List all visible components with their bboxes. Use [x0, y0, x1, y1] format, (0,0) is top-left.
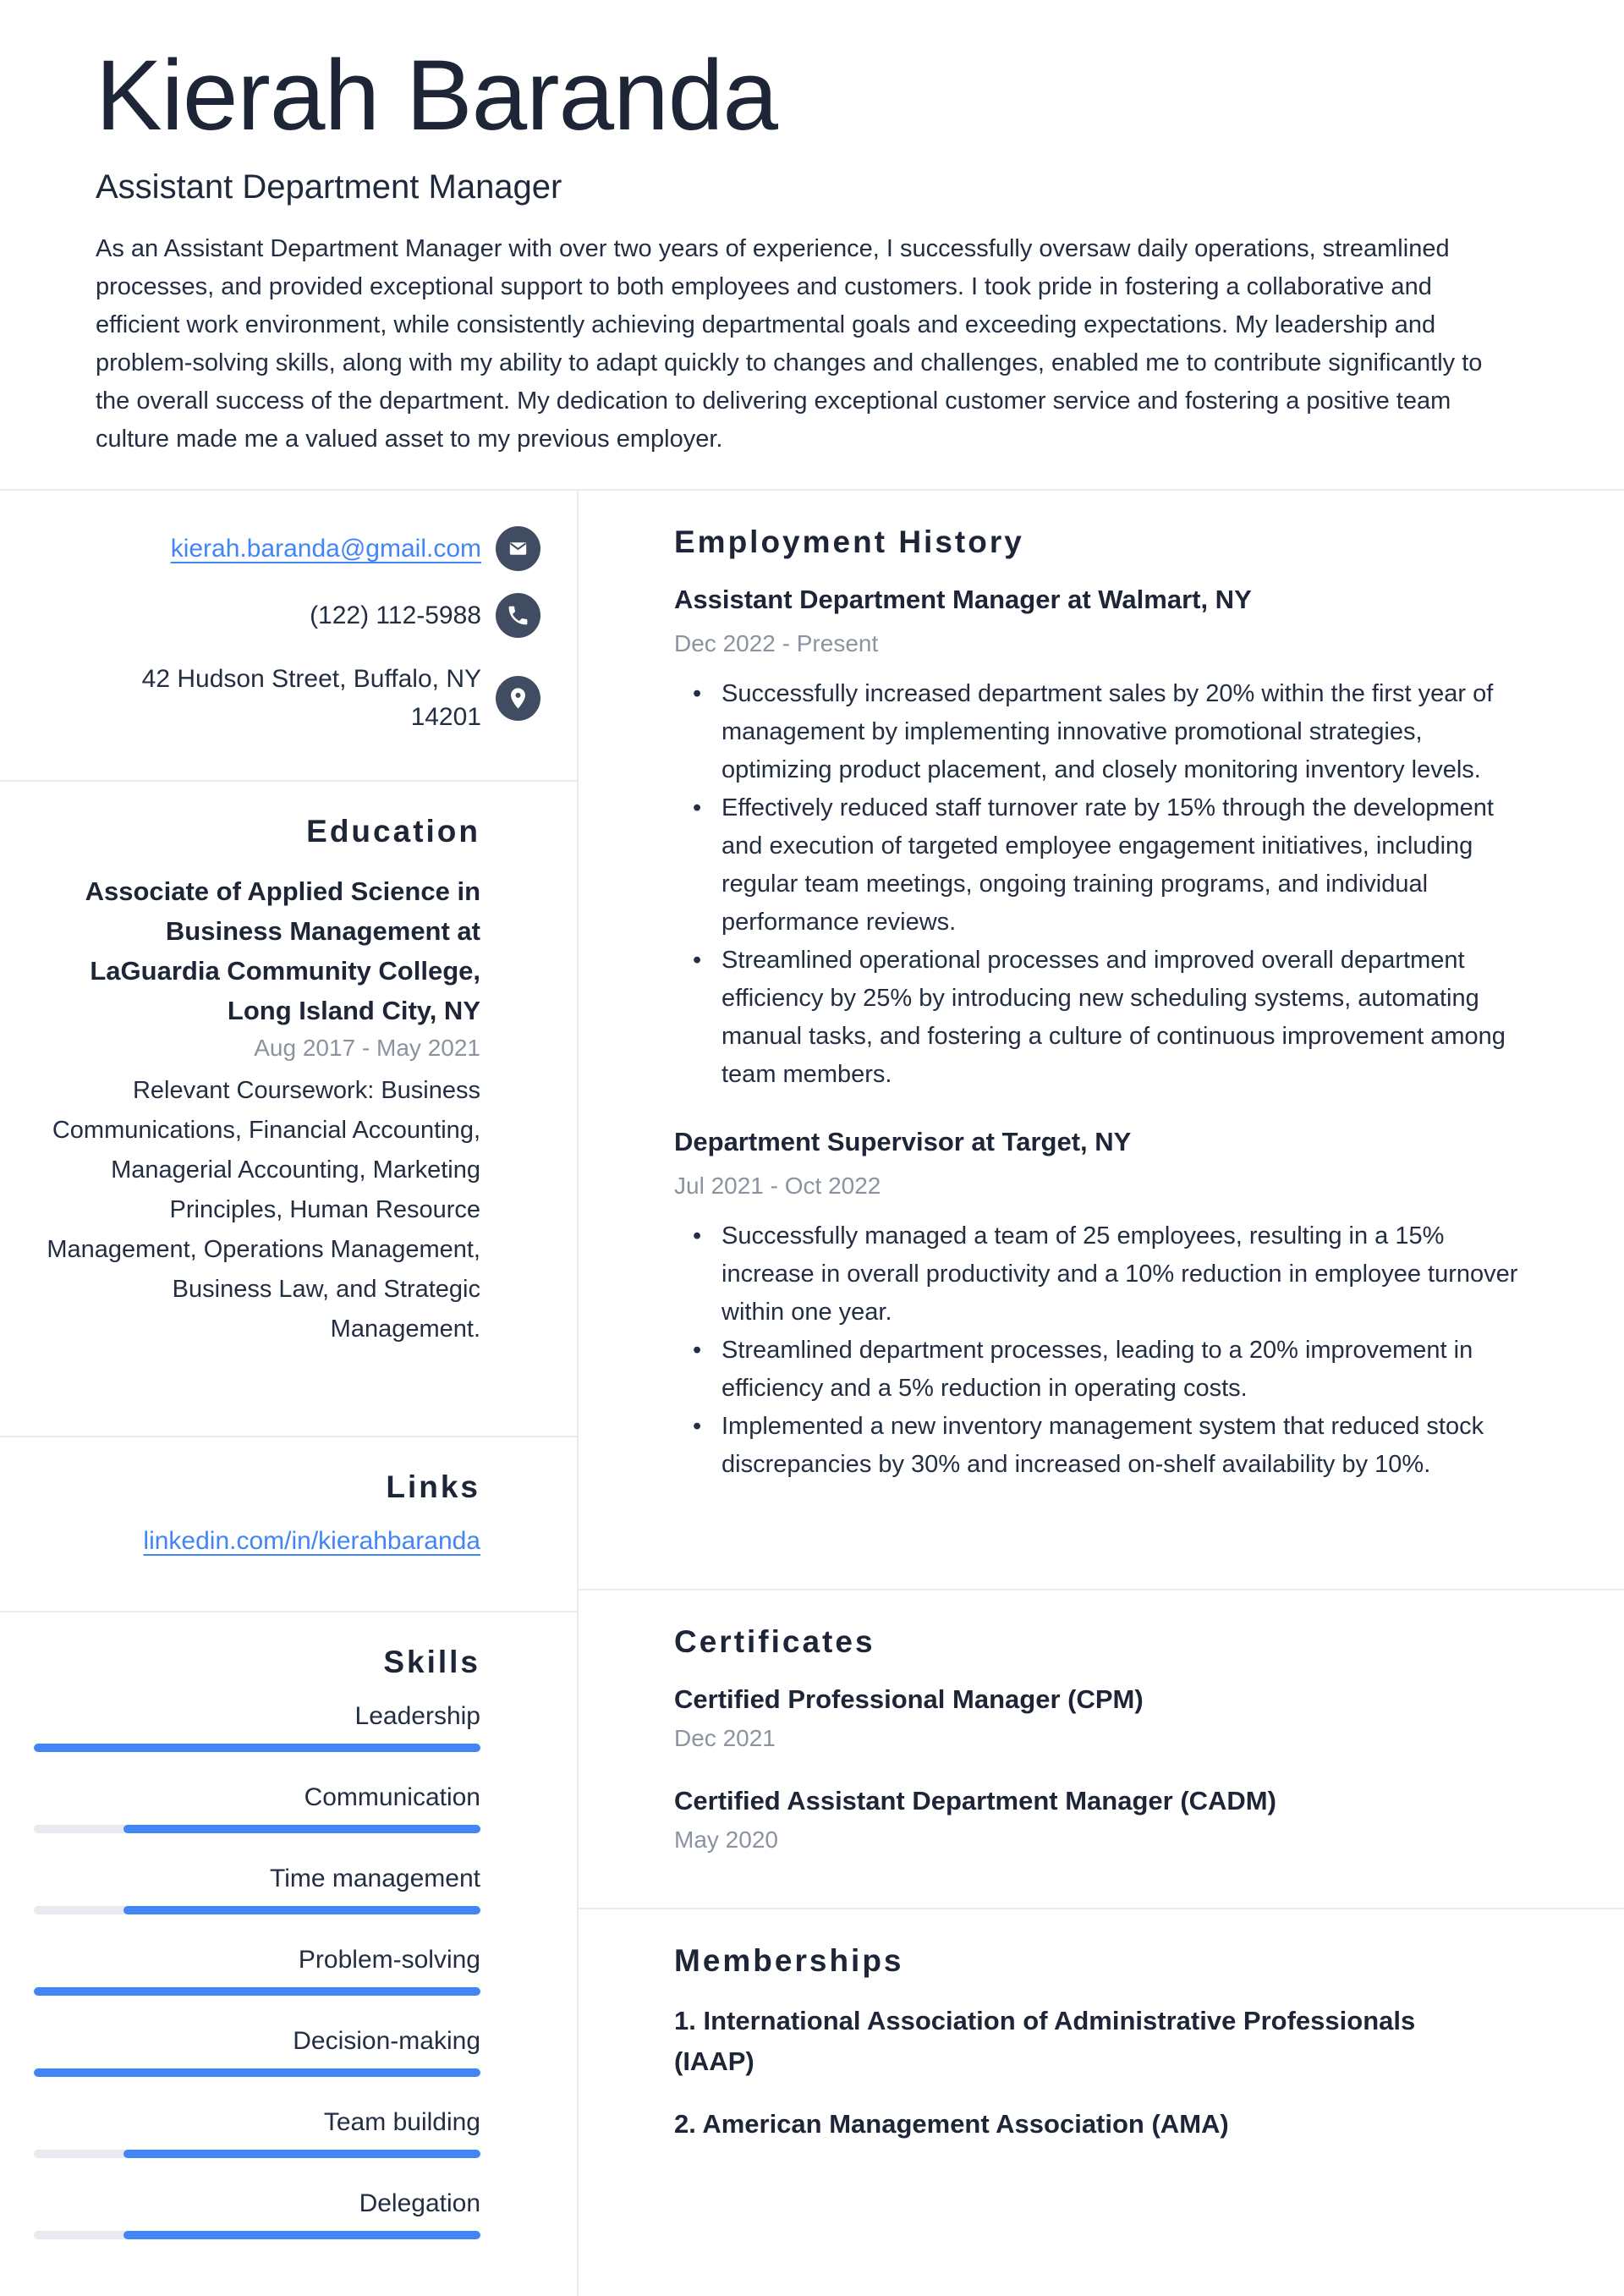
job-title: Assistant Department Manager at Walmart, NY — [674, 585, 1252, 615]
skill-item — [34, 1865, 480, 1914]
skill-item — [34, 2027, 480, 2077]
job-bullet: • Implemented a new inventory management system that reduced stock discrepancies by 30% and increased on-shelf availability by 10%. — [674, 1408, 1520, 1484]
skill-bar-fill — [34, 1987, 480, 1996]
resume-body — [0, 489, 1624, 2296]
job-bullet: • Streamlined department processes, leading to a 20% improvement in efficiency and a 5% reduction in operating costs. — [674, 1332, 1520, 1408]
envelope-icon — [496, 526, 540, 571]
contact-phone-row — [34, 593, 540, 638]
skills-heading: Skills — [383, 1645, 480, 1680]
links-section — [0, 1437, 577, 1612]
skill-bar-fill — [34, 2068, 480, 2077]
certificates-section — [579, 1590, 1624, 1909]
address-line1: 42 Hudson Street, Buffalo, NY — [141, 665, 481, 694]
job-bullet: • Successfully increased department sales by 20% within the first year of management by implementing innovative promotional strategies, optimizing product placement, and closely monitoring inventory levels. — [674, 675, 1520, 789]
skill-bar-fill — [34, 1744, 480, 1752]
skill-bar-fill — [123, 2231, 480, 2239]
memberships-heading: Memberships — [674, 1943, 904, 1979]
skill-item — [34, 1783, 480, 1833]
contact-address-row — [34, 660, 540, 736]
skill-label: Problem-solving — [298, 1946, 480, 1975]
skill-item — [34, 1702, 480, 1752]
education-description: Relevant Coursework: Business Communications, Financial Accounting, Managerial Accounting, Marketing Principles, Human Resource Management, Operations Management, Business Law, and Strategic Management. — [47, 1077, 480, 1343]
skill-item — [34, 1946, 480, 1996]
education-section — [0, 782, 577, 1437]
skill-bar — [34, 1906, 480, 1914]
certificate-name: Certified Professional Manager (CPM) — [674, 1684, 1144, 1715]
employment-heading: Employment History — [674, 525, 1024, 560]
skills-section — [0, 1612, 577, 2296]
email-link[interactable]: kierah.baranda@gmail.com — [170, 535, 481, 563]
contact-section — [0, 491, 577, 782]
phone-icon — [496, 593, 540, 638]
job-entry — [674, 582, 1573, 1094]
job-bullet-list — [674, 675, 1573, 1094]
location-pin-icon — [496, 676, 540, 721]
certificate-name: Certified Assistant Department Manager (CADM) — [674, 1786, 1276, 1816]
skill-bar — [34, 2150, 480, 2158]
address-line2: 14201 — [410, 703, 481, 732]
resume-header — [0, 0, 1624, 489]
person-job-title: Assistant Department Manager — [96, 168, 562, 206]
skill-bar-fill — [123, 1906, 480, 1914]
job-dates: Jul 2021 - Oct 2022 — [674, 1173, 881, 1200]
skill-bar — [34, 1987, 480, 1996]
education-heading: Education — [306, 814, 480, 849]
skill-label: Leadership — [354, 1702, 480, 1731]
education-degree: Associate of Applied Science in Business Management at LaGuardia Community College, Long Island City, NY — [85, 876, 480, 1026]
skill-label: Time management — [270, 1865, 480, 1893]
employment-section — [579, 491, 1624, 1590]
certificates-heading: Certificates — [674, 1624, 875, 1660]
profile-summary: As an Assistant Department Manager with over two years of experience, I successfully oversaw daily operations, streamlined processes, and provided exceptional support to both employees and customers. I took pride in fostering a collaborative and efficient work environment, while consistently achieving departmental goals and exceeding expectations. My leadership and problem-solving skills, along with my ability to adapt quickly to changes and challenges, enabled me to contribute significantly to the overall success of the department. My dedication to delivering exceptional customer service and fostering a positive team culture made me a valued asset to my previous employer. — [96, 235, 1483, 453]
job-bullet: • Effectively reduced staff turnover rate by 15% through the development and execution of targeted employee engagement initiatives, including regular team meetings, ongoing training programs, and individual performance reviews. — [674, 789, 1520, 942]
skill-label: Delegation — [359, 2189, 480, 2218]
skill-bar-fill — [123, 2150, 480, 2158]
skill-bar — [34, 1744, 480, 1752]
email-link-wrap — [171, 530, 481, 568]
skill-bar — [34, 2231, 480, 2239]
left-sidebar — [0, 491, 579, 2296]
person-name: Kierah Baranda — [96, 40, 778, 151]
linkedin-link[interactable]: linkedin.com/in/kierahbaranda — [143, 1527, 480, 1556]
job-dates: Dec 2022 - Present — [674, 630, 879, 657]
certificate-entry — [674, 1682, 1573, 1756]
job-bullet: • Streamlined operational processes and improved overall department efficiency by 25% by introducing new scheduling systems, automating manual tasks, and fostering a culture of continuous improvement among team members. — [674, 942, 1520, 1094]
membership-entry: 2. American Management Association (AMA) — [674, 2109, 1229, 2139]
skill-bar — [34, 1825, 480, 1833]
job-bullet: • Successfully managed a team of 25 employees, resulting in a 15% increase in overall productivity and a 10% reduction in employee turnover within one year. — [674, 1217, 1520, 1332]
skill-label: Decision-making — [293, 2027, 480, 2056]
address-text — [142, 660, 481, 736]
job-bullet-list — [674, 1217, 1573, 1484]
memberships-section — [579, 1909, 1624, 2170]
certificate-date: May 2020 — [674, 1826, 778, 1854]
contact-email-row — [34, 526, 540, 571]
certificate-date: Dec 2021 — [674, 1725, 776, 1752]
skill-item — [34, 2189, 480, 2239]
links-heading: Links — [386, 1469, 480, 1505]
phone-number: (122) 112-5988 — [310, 601, 481, 630]
education-dates: Aug 2017 - May 2021 — [254, 1035, 480, 1062]
job-title: Department Supervisor at Target, NY — [674, 1127, 1132, 1157]
skill-item — [34, 2108, 480, 2158]
membership-entry: 1. International Association of Administrative Professionals (IAAP) — [674, 2006, 1416, 2077]
skill-bar — [34, 2068, 480, 2077]
job-entry — [674, 1124, 1573, 1484]
certificate-entry — [674, 1783, 1573, 1858]
skill-label: Communication — [304, 1783, 480, 1812]
main-content — [579, 491, 1624, 2296]
skill-label: Team building — [323, 2108, 480, 2137]
skill-bar-fill — [123, 1825, 480, 1833]
